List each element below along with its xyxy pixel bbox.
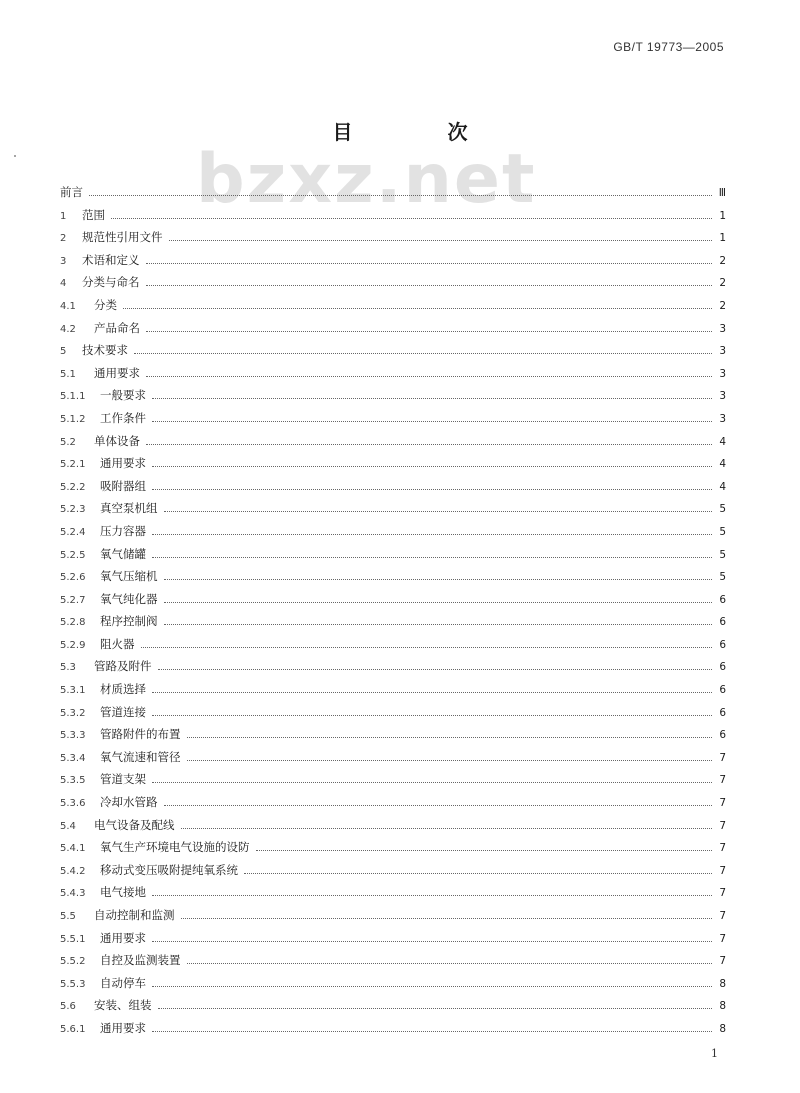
toc-entry-title: 管道支架 <box>100 772 146 787</box>
toc-dot-leader <box>181 918 713 919</box>
toc-entry-number: 5.4.2 <box>60 865 86 877</box>
toc-entry-page: 7 <box>719 864 726 877</box>
toc-entry-page: 8 <box>719 977 726 990</box>
toc-entry[interactable] <box>60 749 726 772</box>
toc-dot-leader <box>164 579 713 580</box>
toc-entry-number: 5.3.3 <box>60 730 86 742</box>
toc-entry-title: 移动式变压吸附提纯氧系统 <box>100 862 238 877</box>
toc-entry[interactable] <box>60 1020 726 1043</box>
toc-entry-title: 阻火器 <box>100 636 135 651</box>
toc-entry-page: 5 <box>719 571 726 584</box>
toc-entry[interactable] <box>60 410 726 433</box>
toc-dot-leader <box>152 466 712 467</box>
toc-dot-leader <box>152 421 712 422</box>
toc-entry-number: 5.4 <box>60 820 76 832</box>
toc-entry[interactable] <box>60 207 726 230</box>
toc-entry-title: 吸附器组 <box>100 478 146 493</box>
toc-entry-page: 4 <box>719 458 726 471</box>
toc-entry-page: Ⅲ <box>718 187 726 199</box>
toc-dot-leader <box>146 285 713 286</box>
toc-entry-page: 4 <box>719 480 726 493</box>
toc-entry-page: 3 <box>719 390 726 403</box>
toc-dot-leader <box>146 263 713 264</box>
toc-entry-title: 分类与命名 <box>82 275 140 290</box>
toc-entry[interactable] <box>60 794 726 817</box>
toc-entry-page: 7 <box>719 955 726 968</box>
toc-entry[interactable] <box>60 365 726 388</box>
toc-entry-number: 5.2.4 <box>60 526 86 538</box>
toc-entry-number: 5.5.3 <box>60 978 86 990</box>
toc-entry-title: 分类 <box>94 297 117 312</box>
scan-artifact-dot <box>14 155 16 157</box>
toc-entry[interactable] <box>60 726 726 749</box>
toc-entry-number: 5.2.2 <box>60 481 86 493</box>
toc-dot-leader <box>164 805 713 806</box>
toc-entry-title: 压力容器 <box>100 523 146 538</box>
toc-dot-leader <box>89 195 712 196</box>
toc-entry-page: 1 <box>719 232 726 245</box>
toc-dot-leader <box>141 647 713 648</box>
toc-dot-leader <box>181 828 713 829</box>
toc-dot-leader <box>164 624 713 625</box>
toc-entry-title: 通用要求 <box>94 365 140 380</box>
toc-entry-page: 3 <box>719 412 726 425</box>
toc-entry[interactable] <box>60 817 726 840</box>
toc-entry[interactable] <box>60 274 726 297</box>
toc-entry-page: 5 <box>719 525 726 538</box>
toc-dot-leader <box>111 218 712 219</box>
toc-entry-number: 5.4.3 <box>60 888 86 900</box>
toc-entry[interactable] <box>60 952 726 975</box>
toc-dot-leader <box>187 963 713 964</box>
toc-entry[interactable] <box>60 320 726 343</box>
toc-entry[interactable] <box>60 636 726 659</box>
toc-entry-title: 通用要求 <box>100 1020 146 1035</box>
toc-entry-title: 材质选择 <box>100 682 146 697</box>
toc-entry-title: 通用要求 <box>100 930 146 945</box>
toc-entry-number: 5.3.5 <box>60 775 86 787</box>
toc-entry-page: 5 <box>719 548 726 561</box>
toc-entry[interactable] <box>60 297 726 320</box>
toc-entry-page: 6 <box>719 661 726 674</box>
toc-entry-number: 5.2.3 <box>60 504 86 516</box>
toc-entry-page: 6 <box>719 593 726 606</box>
toc-entry-title: 管路及附件 <box>94 659 152 674</box>
toc-entry-title: 通用要求 <box>100 456 146 471</box>
toc-dot-leader <box>152 782 712 783</box>
toc-entry-number: 2 <box>60 233 67 245</box>
toc-entry-number: 5.2.9 <box>60 639 86 651</box>
toc-entry[interactable] <box>60 771 726 794</box>
toc-entry[interactable] <box>60 478 726 501</box>
toc-entry-page: 2 <box>719 254 726 267</box>
toc-entry-title: 氧气流速和管径 <box>100 749 181 764</box>
toc-entry-title: 自动控制和监测 <box>94 908 175 922</box>
toc-entry[interactable] <box>60 930 726 953</box>
toc-entry-number: 5.2 <box>60 436 76 448</box>
watermark: bzxz.net <box>196 140 537 219</box>
toc-dot-leader <box>152 692 712 693</box>
toc-entry-number: 5.3.1 <box>60 685 86 697</box>
toc-entry-page: 7 <box>719 774 726 787</box>
toc-entry-title: 前言 <box>60 185 83 199</box>
toc-entry-number: 5.1.2 <box>60 413 86 425</box>
toc-dot-leader <box>146 444 712 445</box>
toc-entry-title: 氧气储罐 <box>100 546 146 561</box>
toc-entry[interactable] <box>60 862 726 885</box>
toc-entry-number: 5.3.6 <box>60 798 86 810</box>
toc-entry-title: 术语和定义 <box>82 252 140 267</box>
toc-entry-title: 氧气压缩机 <box>100 569 158 584</box>
toc-entry-page: 8 <box>719 1022 726 1035</box>
toc-dot-leader <box>152 1031 712 1032</box>
toc-entry[interactable] <box>60 387 726 410</box>
toc-entry-number: 5.1.1 <box>60 391 86 403</box>
toc-dot-leader <box>152 557 712 558</box>
toc-entry[interactable] <box>60 704 726 727</box>
toc-dot-leader <box>158 1008 713 1009</box>
toc-dot-leader <box>169 240 713 241</box>
toc-entry-page: 1 <box>719 209 726 222</box>
table-of-contents <box>60 184 726 1043</box>
toc-dot-leader <box>152 398 712 399</box>
toc-entry[interactable] <box>60 839 726 862</box>
toc-entry[interactable] <box>60 997 726 1020</box>
toc-entry-page: 6 <box>719 616 726 629</box>
toc-entry-title: 单体设备 <box>94 433 140 448</box>
toc-entry-page: 8 <box>719 1000 726 1013</box>
toc-entry-number: 5.1 <box>60 368 76 380</box>
toc-entry-page: 3 <box>719 367 726 380</box>
toc-entry-number: 5.2.8 <box>60 617 86 629</box>
toc-entry-title: 自控及监测装置 <box>100 953 181 968</box>
toc-title: 目 次 <box>332 120 512 144</box>
toc-entry[interactable] <box>60 252 726 275</box>
toc-entry-number: 5.3.2 <box>60 707 86 719</box>
toc-entry-title: 氧气生产环境电气设施的设防 <box>100 840 250 855</box>
toc-entry-title: 规范性引用文件 <box>82 230 163 245</box>
toc-entry-title: 安装、组装 <box>94 998 152 1013</box>
toc-entry-number: 5.5.1 <box>60 933 86 945</box>
toc-entry[interactable] <box>60 884 726 907</box>
toc-dot-leader <box>158 669 713 670</box>
toc-entry-number: 5.3.4 <box>60 752 86 764</box>
toc-entry-page: 6 <box>719 684 726 697</box>
toc-dot-leader <box>164 602 713 603</box>
toc-entry-title: 一般要求 <box>100 388 146 403</box>
toc-entry-page: 7 <box>719 910 726 922</box>
toc-entry-number: 5.2.7 <box>60 594 86 606</box>
toc-dot-leader <box>164 511 713 512</box>
toc-entry-title: 电气设备及配线 <box>94 817 175 832</box>
toc-entry-title: 程序控制阀 <box>100 614 158 629</box>
toc-entry[interactable] <box>60 591 726 614</box>
toc-entry-page: 6 <box>719 638 726 651</box>
toc-entry-number: 5.5 <box>60 911 76 922</box>
toc-entry[interactable] <box>60 342 726 365</box>
toc-entry[interactable] <box>60 500 726 523</box>
toc-entry-page: 6 <box>719 706 726 719</box>
toc-dot-leader <box>256 850 713 851</box>
toc-entry-number: 5.2.1 <box>60 459 86 471</box>
toc-dot-leader <box>152 715 712 716</box>
toc-entry-number: 5.6.1 <box>60 1023 86 1035</box>
toc-entry-number: 5.2.6 <box>60 572 86 584</box>
toc-entry-number: 5.5.2 <box>60 956 86 968</box>
toc-dot-leader <box>152 534 712 535</box>
toc-entry[interactable] <box>60 658 726 681</box>
toc-dot-leader <box>152 895 712 896</box>
toc-dot-leader <box>152 986 712 987</box>
toc-dot-leader <box>187 760 713 761</box>
toc-entry-page: 7 <box>719 842 726 855</box>
toc-dot-leader <box>146 376 712 377</box>
toc-dot-leader <box>146 331 712 332</box>
toc-entry[interactable] <box>60 613 726 636</box>
toc-entry-title: 冷却水管路 <box>100 795 158 810</box>
toc-dot-leader <box>244 873 712 874</box>
toc-entry-page: 7 <box>719 751 726 764</box>
toc-entry-title: 管道连接 <box>100 704 146 719</box>
toc-entry-page: 7 <box>719 932 726 945</box>
toc-entry-number: 5.3 <box>60 662 76 674</box>
toc-entry-number: 1 <box>60 210 67 222</box>
toc-entry-page: 5 <box>719 503 726 516</box>
toc-entry[interactable] <box>60 975 726 998</box>
toc-entry-page: 7 <box>719 797 726 810</box>
toc-entry-title: 电气接地 <box>100 885 146 900</box>
toc-entry-number: 5 <box>60 346 67 358</box>
toc-entry[interactable] <box>60 907 726 930</box>
toc-entry-page: 3 <box>719 345 726 358</box>
toc-dot-leader <box>134 353 712 354</box>
toc-entry[interactable] <box>60 568 726 591</box>
toc-entry[interactable] <box>60 546 726 569</box>
toc-entry-page: 7 <box>719 887 726 900</box>
toc-entry[interactable] <box>60 681 726 704</box>
toc-entry-page: 6 <box>719 729 726 742</box>
toc-dot-leader <box>152 489 712 490</box>
toc-entry-number: 3 <box>60 255 67 267</box>
toc-entry[interactable] <box>60 433 726 456</box>
toc-entry[interactable] <box>60 455 726 478</box>
toc-dot-leader <box>187 737 713 738</box>
toc-entry-title: 真空泵机组 <box>100 501 158 516</box>
toc-entry-number: 4.2 <box>60 323 76 335</box>
toc-entry-page: 3 <box>719 322 726 335</box>
toc-entry-title: 产品命名 <box>94 320 140 335</box>
toc-entry-page: 2 <box>719 277 726 290</box>
toc-entry-page: 4 <box>719 435 726 448</box>
toc-entry-number: 4 <box>60 278 67 290</box>
toc-entry-number: 5.2.5 <box>60 549 86 561</box>
toc-dot-leader <box>152 941 712 942</box>
standard-number: GB/T 19773—2005 <box>613 40 724 54</box>
toc-entry-title: 管路附件的布置 <box>100 727 181 742</box>
toc-entry-title: 范围 <box>82 207 105 222</box>
toc-entry-page: 7 <box>719 819 726 832</box>
toc-entry-number: 5.4.1 <box>60 843 86 855</box>
toc-entry-number: 5.6 <box>60 1001 76 1013</box>
toc-entry-title: 氧气纯化器 <box>100 591 158 606</box>
toc-dot-leader <box>123 308 712 309</box>
toc-entry[interactable] <box>60 184 726 207</box>
toc-entry-number: 4.1 <box>60 300 76 312</box>
toc-entry[interactable] <box>60 523 726 546</box>
toc-entry-title: 自动停车 <box>100 975 146 990</box>
toc-entry-page: 2 <box>719 299 726 312</box>
page-number: 1 <box>711 1047 718 1060</box>
toc-entry[interactable] <box>60 229 726 252</box>
toc-entry-title: 技术要求 <box>82 343 128 358</box>
toc-entry-title: 工作条件 <box>100 410 146 425</box>
